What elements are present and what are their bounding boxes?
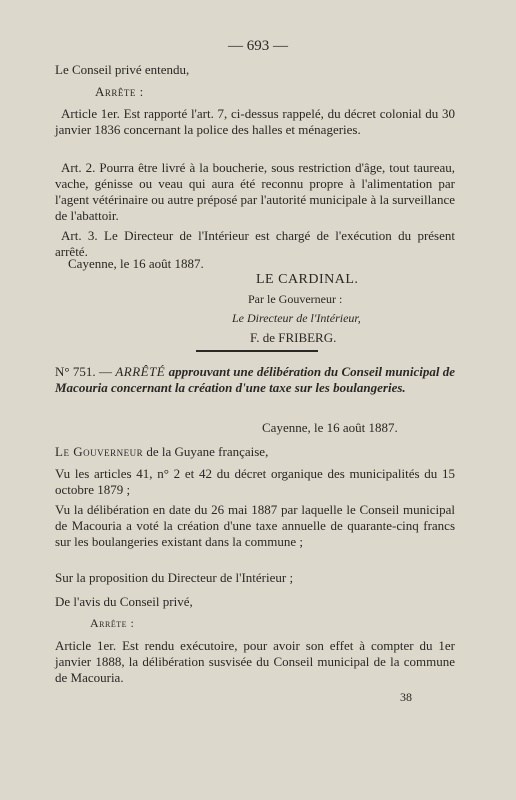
par-le-gouverneur: Par le Gouverneur : — [248, 292, 343, 306]
conseil-entendu: Le Conseil privé entendu, — [55, 62, 190, 77]
vu-articles: Vu les articles 41, n° 2 et 42 du décret organique des municipalités du 15 octobre 1879 ; — [55, 466, 455, 497]
article-2: Art. 2. Pourra être livré à la boucherie, sous restriction d'âge, tout taureau, vache, génisse ou veau qui aura été reconnu propre à l'alimentation par l'agent vétérinaire ou autre préposé par l'autorité municipale à la surveillance de l'abattoir. — [55, 160, 455, 223]
decree-heading — [55, 364, 455, 396]
section-divider — [196, 350, 318, 352]
article-3: Art. 3. Le Directeur de l'Intérieur est chargé de l'exécution du présent arrêté. — [55, 228, 455, 259]
date-line-1: Cayenne, le 16 août 1887. — [68, 256, 204, 271]
avis-conseil: De l'avis du Conseil privé, — [55, 594, 193, 609]
page-number: — 693 — — [228, 38, 288, 54]
arrete-label-1: Arrête : — [95, 84, 144, 99]
directeur-name: F. de FRIBERG. — [250, 330, 337, 345]
vu-deliberation: Vu la délibération en date du 26 mai 1887 par laquelle le Conseil municipal de Macouria a voté la création d'une taxe annuelle de quarante-cinq francs sur les boulangeries existant dans la commune ; — [55, 502, 455, 549]
sur-proposition: Sur la proposition du Directeur de l'Intérieur ; — [55, 570, 294, 585]
signer-name: LE CARDINAL. — [256, 272, 359, 287]
gouverneur-label: Le Gouverneur — [55, 444, 144, 459]
decree-number: N° 751. — — [55, 364, 112, 379]
arrete-label-2: Arrête : — [90, 616, 135, 630]
gouverneur-rest: de la Guyane française, — [146, 444, 269, 459]
article-1: Article 1er. Est rapporté l'art. 7, ci-dessus rappelé, du décret colonial du 30 janvier 1836 concernant la police des halles et ménageries. — [55, 106, 455, 137]
signature-mark: 38 — [400, 690, 412, 704]
date-line-2: Cayenne, le 16 août 1887. — [262, 420, 398, 435]
decree-title: approuvant une délibération du Conseil municipal de Macouria concernant la création d'une taxe sur les boulangeries. — [55, 364, 456, 395]
decree-type: ARRÊTÉ — [115, 364, 166, 379]
directeur-title: Le Directeur de l'Intérieur, — [232, 311, 361, 325]
decree-article-1: Article 1er. Est rendu exécutoire, pour avoir son effet à compter du 1er janvier 1888, la délibération susvisée du Conseil municipal de la commune de Macouria. — [55, 638, 455, 685]
gouverneur-line — [55, 444, 455, 460]
